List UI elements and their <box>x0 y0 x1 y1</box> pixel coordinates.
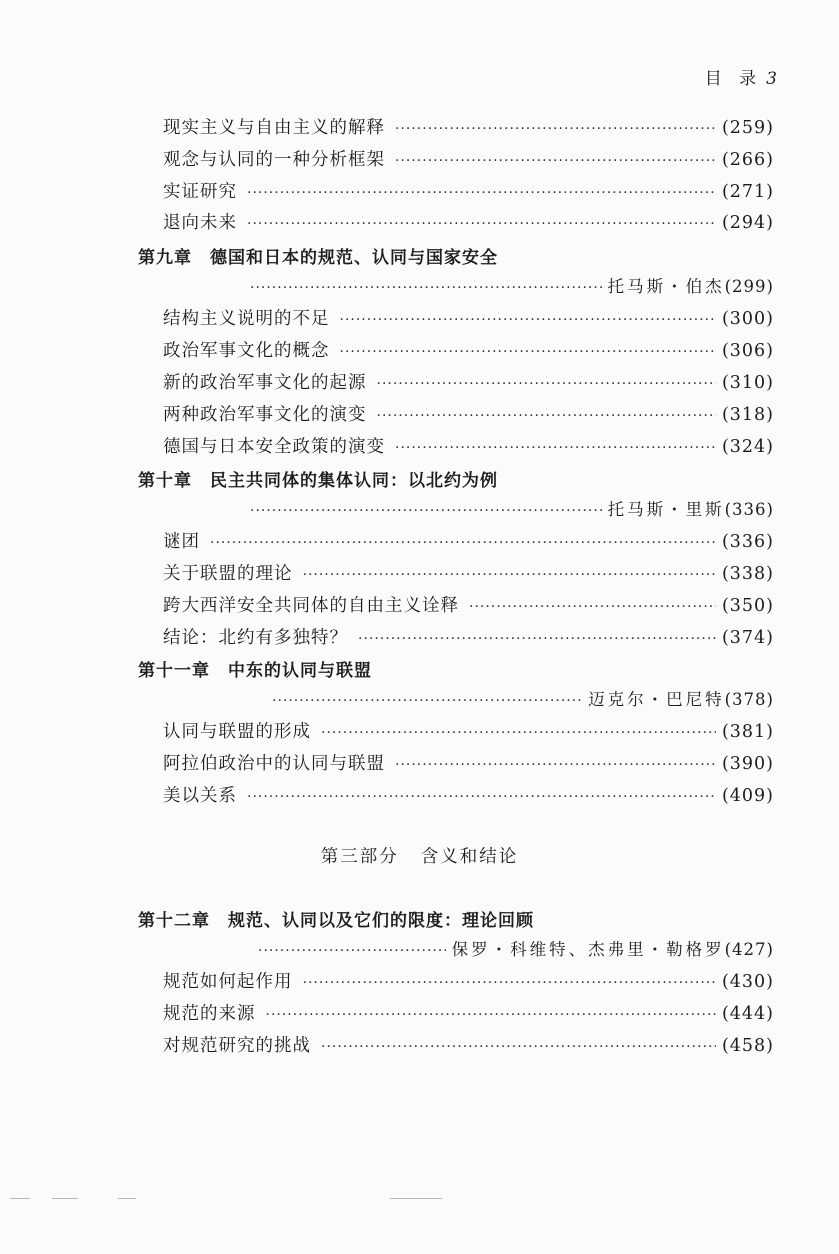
leader-dots <box>247 179 716 207</box>
chapter-number: 第十章 <box>138 471 192 491</box>
toc-entry[interactable] <box>163 592 774 620</box>
leader-dots <box>340 306 716 334</box>
entry-title: 规范的来源 <box>163 1004 256 1024</box>
toc-entry[interactable] <box>163 528 774 556</box>
entry-title: 观念与认同的一种分析框架 <box>163 150 385 170</box>
header-page-number: 3 <box>766 69 777 89</box>
chapter-author: 迈克尔・巴尼特 <box>588 690 725 709</box>
page-header <box>705 64 777 89</box>
leader-dots <box>258 937 446 965</box>
chapter-heading[interactable] <box>138 466 498 491</box>
chapter-page: (378) <box>724 690 774 709</box>
chapter-heading[interactable] <box>138 243 498 268</box>
part-heading[interactable] <box>0 843 839 868</box>
leader-dots <box>395 751 716 779</box>
entry-page: (306) <box>721 341 774 361</box>
entry-title: 谜团 <box>163 532 200 552</box>
entry-page: (374) <box>721 628 774 648</box>
entry-title: 两种政治军事文化的演变 <box>163 405 367 425</box>
entry-title: 认同与联盟的形成 <box>163 722 311 742</box>
entry-page: (324) <box>721 437 774 457</box>
entry-page: (336) <box>721 532 774 552</box>
toc-entry[interactable] <box>163 1032 774 1060</box>
scan-mark <box>10 1198 30 1199</box>
chapter-heading[interactable] <box>138 906 534 931</box>
leader-dots <box>247 783 716 811</box>
chapter-author-line[interactable] <box>250 496 774 524</box>
entry-title: 新的政治军事文化的起源 <box>163 373 367 393</box>
entry-page: (259) <box>721 118 774 138</box>
entry-page: (430) <box>721 972 774 992</box>
scan-mark <box>390 1198 442 1199</box>
chapter-number: 第十二章 <box>138 911 210 931</box>
entry-title: 现实主义与自由主义的解释 <box>163 118 385 138</box>
leader-dots <box>272 687 582 715</box>
chapter-author-line[interactable] <box>258 936 774 964</box>
entry-title: 结论：北约有多独特？ <box>163 628 348 648</box>
entry-page: (310) <box>721 373 774 393</box>
toc-entry[interactable] <box>163 782 774 810</box>
entry-page: (271) <box>721 182 774 202</box>
chapter-page: (427) <box>724 940 774 959</box>
leader-dots <box>250 497 602 525</box>
chapter-number: 第十一章 <box>138 661 210 681</box>
toc-entry[interactable] <box>163 624 774 652</box>
part-label: 第三部分 <box>320 847 399 867</box>
toc-entry[interactable] <box>163 968 774 996</box>
entry-page: (458) <box>721 1036 774 1056</box>
entry-title: 规范如何起作用 <box>163 972 293 992</box>
leader-dots <box>247 210 716 238</box>
leader-dots <box>340 338 716 366</box>
entry-title: 实证研究 <box>163 182 237 202</box>
leader-dots <box>303 561 716 589</box>
entry-title: 阿拉伯政治中的认同与联盟 <box>163 754 385 774</box>
toc-entry[interactable] <box>163 178 774 206</box>
leader-dots <box>395 115 716 143</box>
leader-dots <box>395 147 716 175</box>
toc-entry[interactable] <box>163 114 774 142</box>
chapter-title: 中东的认同与联盟 <box>228 661 372 681</box>
entry-page: (409) <box>721 786 774 806</box>
toc-entry[interactable] <box>163 369 774 397</box>
chapter-title: 规范、认同以及它们的限度：理论回顾 <box>228 911 534 931</box>
entry-page: (338) <box>721 564 774 584</box>
entry-page: (444) <box>721 1004 774 1024</box>
chapter-title: 德国和日本的规范、认同与国家安全 <box>210 248 498 268</box>
chapter-page: (299) <box>724 277 774 296</box>
entry-page: (300) <box>721 309 774 329</box>
entry-page: (294) <box>721 213 774 233</box>
toc-entry[interactable] <box>163 337 774 365</box>
toc-entry[interactable] <box>163 146 774 174</box>
entry-page: (381) <box>721 722 774 742</box>
scan-mark <box>52 1198 78 1199</box>
leader-dots <box>469 593 716 621</box>
leader-dots <box>377 402 716 430</box>
entry-title: 关于联盟的理论 <box>163 564 293 584</box>
header-label: 目 录 <box>704 69 763 89</box>
chapter-heading[interactable] <box>138 656 372 681</box>
entry-title: 美以关系 <box>163 786 237 806</box>
chapter-author-line[interactable] <box>272 686 774 714</box>
chapter-title: 民主共同体的集体认同：以北约为例 <box>210 471 498 491</box>
entry-page: (318) <box>721 405 774 425</box>
toc-entry[interactable] <box>163 560 774 588</box>
leader-dots <box>321 1033 716 1061</box>
chapter-page: (336) <box>724 500 774 519</box>
scan-mark <box>118 1198 136 1199</box>
chapter-number: 第九章 <box>138 248 192 268</box>
chapter-author: 托马斯・伯杰 <box>607 277 725 296</box>
entry-title: 德国与日本安全政策的演变 <box>163 437 385 457</box>
toc-entry[interactable] <box>163 209 774 237</box>
leader-dots <box>210 529 716 557</box>
toc-entry[interactable] <box>163 401 774 429</box>
toc-entry[interactable] <box>163 433 774 461</box>
entry-title: 结构主义说明的不足 <box>163 309 330 329</box>
entry-title: 政治军事文化的概念 <box>163 341 330 361</box>
chapter-author: 托马斯・里斯 <box>607 500 725 519</box>
leader-dots <box>266 1001 716 1029</box>
entry-title: 退向未来 <box>163 213 237 233</box>
toc-entry[interactable] <box>163 305 774 333</box>
chapter-author: 保罗・科维特、杰弗里・勒格罗 <box>451 940 725 959</box>
toc-entry[interactable] <box>163 750 774 778</box>
leader-dots <box>377 370 716 398</box>
leader-dots <box>358 625 716 653</box>
entry-page: (350) <box>721 596 774 616</box>
leader-dots <box>250 274 602 302</box>
entry-page: (390) <box>721 754 774 774</box>
leader-dots <box>321 719 716 747</box>
toc-entry[interactable] <box>163 718 774 746</box>
leader-dots <box>395 434 716 462</box>
entry-page: (266) <box>721 150 774 170</box>
part-title: 含义和结论 <box>420 847 519 867</box>
leader-dots <box>303 969 716 997</box>
entry-title: 对规范研究的挑战 <box>163 1036 311 1056</box>
chapter-author-line[interactable] <box>250 273 774 301</box>
toc-entry[interactable] <box>163 1000 774 1028</box>
entry-title: 跨大西洋安全共同体的自由主义诠释 <box>163 596 459 616</box>
